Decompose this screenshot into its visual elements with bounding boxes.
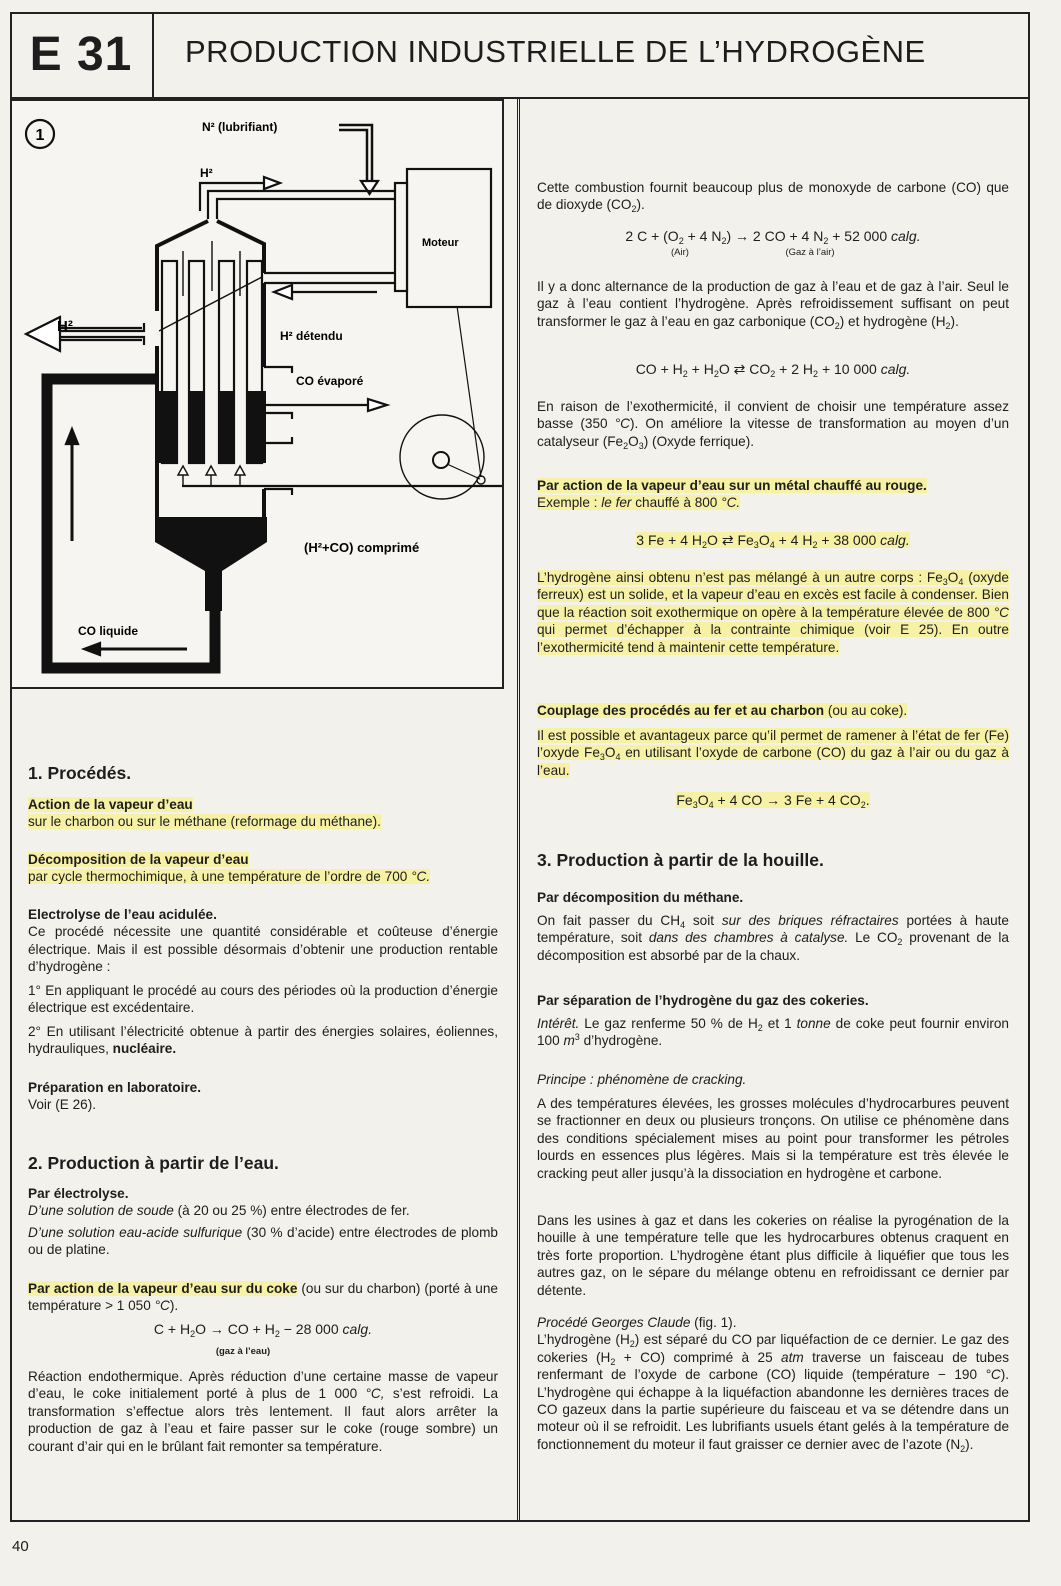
text-run: 2 [190, 1329, 196, 1339]
section-2-heading: 2. Production à partir de l’eau. [28, 1153, 279, 1173]
paragraph [537, 477, 1009, 512]
text-run: ). L’hydrogène qui échappe à la liquéfaction abandonne les dernières traces de CO gazeux dans la partie supérieure du faisceau et va se détendre dans un moteur où il se refroidit. Les lubrifiants usuels étant gelés à la température de fonctionnement du moteur il faut graisser ce dernier avec de l’azote (N [537, 1367, 1009, 1452]
paragraph [537, 702, 1009, 719]
text-run: O ⇄ CO [718, 361, 771, 377]
text-run: Action de la vapeur d’eau [28, 797, 193, 812]
figure-1 [10, 99, 504, 689]
text-run: en utilisant l’oxyde de carbone (CO) du gaz à l’air ou du gaz à l’eau. [537, 745, 1009, 778]
text-run: L’hydrogène (H [537, 1332, 630, 1348]
paragraph [28, 796, 498, 831]
equation-note [660, 244, 700, 261]
text-run: ) et hydrogène (H [839, 313, 946, 329]
text-run: 2 [678, 236, 684, 246]
text-run: 2 [813, 369, 819, 379]
text-run: 3 [692, 800, 698, 810]
text-run: d’hydrogène. [579, 1033, 663, 1049]
text-run: O [628, 433, 639, 449]
equation [537, 228, 1009, 245]
label-h2-detendu: H² détendu [280, 329, 343, 343]
paragraph [537, 278, 1009, 330]
text-run: 2 [834, 320, 840, 331]
text-run: Electrolyse de l’eau acidulée. [28, 907, 217, 922]
text-run: (à 20 ou 25 %) entre électrodes de fer. [173, 1203, 410, 1219]
text-run: Décomposition de la vapeur d’eau [28, 852, 249, 867]
text-run: 2 [960, 1443, 966, 1454]
text-run: Le gaz renferme 50 % de H [579, 1016, 758, 1031]
text-run: Par séparation de l’hydrogène du gaz des cokeries. [537, 993, 869, 1008]
text-run: traverse un faisceau de tubes renfermant de l’oxyde de carbone (CO) liquide (température − 190 [537, 1349, 1009, 1383]
text-run: O [697, 792, 709, 808]
text-run: L’hydrogène ainsi obtenu n’est pas mélangé à un autre corps : Fe [537, 570, 943, 585]
paragraph [537, 1314, 1009, 1453]
text-run: O ⇄ Fe [707, 532, 754, 548]
text-run: Le CO [848, 930, 898, 946]
text-run: 2 [702, 540, 708, 550]
text-run: O → CO + H [195, 1321, 275, 1337]
text-run: 2 [631, 204, 637, 215]
text-run: 3 [599, 752, 605, 763]
text-run: °C [985, 1367, 1001, 1383]
text-run: Préparation en laboratoire. [28, 1080, 201, 1095]
text-run: 2 [770, 369, 776, 379]
text-run: et 1 [762, 1016, 797, 1031]
text-run: 3 Fe + 4 H [636, 532, 703, 548]
section-1-heading: 1. Procédés. [28, 763, 132, 783]
text-run: D’une solution eau-acide sulfurique [28, 1225, 243, 1240]
text-run: Réaction endothermique. Après réduction d’une certaine masse de vapeur d’eau, le coke initialement porté à plus de 1 000 [28, 1369, 498, 1402]
text-run: (ou sur du charbon) (porté à une température > 1 050 [28, 1281, 498, 1314]
page-number: 40 [12, 1538, 29, 1555]
text-run: Voir (E 26). [28, 1097, 96, 1113]
paragraph [28, 906, 498, 976]
text-run: Procédé Georges Claude [537, 1315, 691, 1330]
paragraph [537, 912, 1009, 964]
label-co-liquide: CO liquide [78, 624, 138, 638]
text-run: Dans les usines à gaz et dans les cokeries on réalise la pyrogénation de la houille à une température telle que les hydrocarbures obtenus craquent en très forte proportion. L’hydrogène étant plus difficile à liquéfier que tous les autres gaz, on le sépare du mélange obtenu en refroidissant ce dernier par détente. [537, 1213, 1009, 1298]
text-run: 2 [812, 540, 818, 550]
text-run: sur le charbon ou sur le méthane (reformage du méthane). [28, 814, 381, 830]
text-run: dans des chambres à catalyse. [648, 930, 849, 946]
text-run: m [563, 1033, 575, 1049]
text-run: ) est séparé du CO par liquéfaction de ce dernier. Le gaz des cokeries (H [537, 1332, 1009, 1365]
text-run: ) → 2 CO + 4 N [726, 228, 824, 244]
text-run: calg. [891, 228, 921, 244]
equation [28, 1321, 498, 1338]
text-run: + 4 N [683, 228, 722, 244]
text-run: O [604, 745, 616, 761]
text-run: + 52 000 [828, 228, 892, 244]
text-run: Par action de la vapeur d’eau sur du coke [28, 1281, 298, 1296]
page-title: PRODUCTION INDUSTRIELLE DE L’HYDROGÈNE [185, 34, 926, 69]
text-run: + 4 H [774, 532, 813, 548]
text-run: CO + H [635, 361, 683, 377]
text-run: Par électrolyse. [28, 1186, 129, 1201]
label-h2-left: H² [57, 318, 73, 335]
text-run: 2 [623, 440, 629, 451]
text-run: Ce procédé nécessite une quantité considérable et coûteuse d’énergie électrique. Mais il est possible désormais d’obtenir une production rentable d’hydrogène : [28, 924, 498, 975]
section-3-heading: 3. Production à partir de la houille. [537, 850, 824, 870]
text-run: °C. [411, 869, 431, 885]
text-run: 4 [708, 800, 714, 810]
figure-number: 1 [35, 127, 45, 144]
text-run: 4 [958, 577, 964, 587]
text-run: s’est refroidi. La transformation s’effectue alors très lentement. Il faut alors arrêter la production de gaz à l’eau et faire passer sur le coke (rouge sombre) un courant d’air qui en le brûlant fait remonter sa température. [28, 1386, 498, 1454]
text-run: 3 [942, 577, 948, 587]
text-run: qui permet d’échapper à la contrainte chimique (voir E 25). En outre l’exothermicité tend à maintenir cette température. [537, 622, 1009, 655]
section-code: E 31 [10, 12, 154, 97]
text-run: 3 [574, 1032, 580, 1043]
text-run: ). [965, 1436, 974, 1452]
text-run: Fe [676, 792, 693, 808]
paragraph [28, 1185, 498, 1220]
text-run: ). [169, 1298, 179, 1314]
text-run: 2 [629, 1339, 635, 1350]
paragraph [28, 1079, 498, 1114]
text-run: + CO) comprimé à 25 [615, 1349, 782, 1365]
text-run: O [947, 570, 959, 585]
text-run: atm [781, 1349, 804, 1365]
paragraph [28, 1280, 498, 1315]
equation-note [28, 1343, 458, 1360]
text-run: 2 [823, 236, 829, 246]
text-run: ). [950, 313, 959, 329]
text-run: par cycle thermochimique, à une température de l’ordre de 700 [28, 869, 412, 885]
text-run: + H [687, 361, 714, 377]
text-run: Il est possible et avantageux parce qu’il permet de ramener à l’état de fer (Fe) l’oxyde Fe [537, 728, 1009, 761]
text-run: − 28 000 [279, 1321, 343, 1337]
text-run: D’une solution de soude [28, 1203, 174, 1219]
label-co-evapore: CO évaporé [296, 374, 364, 388]
paragraph [537, 1015, 1009, 1050]
text-run: °C [614, 416, 630, 432]
text-run: + 10 000 [818, 361, 881, 377]
text-run: A des températures élevées, les grosses molécules d’hydrocarbures peuvent se fractionner en deux ou plusieurs tronçons. On utilise ce phénomène dans des conditions spécialement mises au point pour transformer les pétroles lourds en essences plus légères. Mais si la température est très élevée le cracking peut aller jusqu’à la dissociation en hydrogène et carbone. [537, 1096, 1009, 1181]
paragraph [28, 1023, 498, 1058]
text-run: C + H [153, 1321, 191, 1337]
paragraph [537, 727, 1009, 779]
paragraph [537, 398, 1009, 450]
text-run: ) (Oxyde ferrique). [643, 433, 755, 449]
text-run: 2 [860, 800, 866, 810]
text-run: On fait passer du CH [537, 913, 681, 928]
text-run: calg. [880, 361, 911, 377]
text-run: sur des briques réfractaires [721, 913, 899, 928]
text-run: nucléaire. [112, 1041, 177, 1057]
text-run: Cette combustion fournit beaucoup plus de monoxyde de carbone (CO) que de dioxyde (CO [537, 180, 1009, 213]
equation-note [770, 244, 850, 261]
text-run: + 4 CO → 3 Fe + 4 CO [713, 792, 861, 808]
text-run: 3 [638, 440, 644, 451]
text-run: 2 [945, 320, 951, 331]
paragraph [537, 1095, 1009, 1182]
text-run: 4 [769, 540, 775, 550]
text-run: Intérêt. [537, 1016, 580, 1031]
paragraph [28, 1368, 498, 1455]
equation [537, 361, 1009, 378]
text-run: Principe : phénomène de cracking. [537, 1072, 747, 1087]
text-run: 2 [682, 369, 688, 379]
text-run: tonne [796, 1016, 831, 1031]
text-run: le fer [601, 495, 632, 511]
text-run: ). On améliore la vitesse de transformation au moyen d’un catalyseur (Fe [537, 416, 1009, 449]
equation [537, 792, 1009, 809]
text-run: 2 [274, 1329, 280, 1339]
text-run: °C [993, 604, 1009, 620]
text-run: chauffé à 800 [631, 495, 722, 511]
text-run: (Air) [671, 247, 689, 258]
text-run: °C [154, 1298, 170, 1314]
text-run: °C. [721, 495, 741, 511]
text-run: 2 [721, 236, 727, 246]
text-run: Il y a donc alternance de la production de gaz à l’eau et de gaz à l’air. Seul le gaz à l’eau contient l’hydrogène. Après refroidissement suffisant on peut transformer le gaz à l’eau en gaz carbonique (CO [537, 279, 1009, 329]
text-run: En raison de l’exothermicité, il convient de choisir une température assez basse (350 [537, 399, 1009, 432]
column-divider [517, 99, 520, 1522]
header [10, 12, 1030, 99]
text-run: Par décomposition du méthane. [537, 890, 744, 905]
text-run: (ou au coke). [824, 703, 908, 718]
paragraph [28, 1224, 498, 1259]
text-run: O [758, 532, 770, 548]
paragraph [28, 982, 498, 1017]
text-run: Exemple : [537, 495, 602, 511]
text-run: calg. [342, 1321, 373, 1337]
text-run: 2 C + (O [625, 228, 679, 244]
text-run: 2° En utilisant l’électricité obtenue à partir des énergies solaires, éoliennes, hydrauliques, [28, 1024, 498, 1057]
text-run: ). [636, 197, 645, 213]
text-run: (Gaz à l’air) [785, 247, 835, 258]
paragraph [537, 992, 1009, 1009]
equation [537, 532, 1009, 549]
text-run: portées à haute température, soit [537, 913, 1009, 946]
text-run: soit [685, 913, 722, 928]
paragraph [537, 889, 1009, 906]
text-run: + 38 000 [817, 532, 881, 548]
text-run: 2 [610, 1356, 616, 1367]
label-h2-top: H² [200, 166, 213, 180]
text-run: 3 [753, 540, 759, 550]
text-run: °C, [365, 1386, 385, 1402]
text-run: Par action de la vapeur d’eau sur un métal chauffé au rouge. [537, 478, 927, 493]
text-run: calg. [880, 532, 910, 548]
text-run: de coke peut fournir environ 100 [537, 1016, 1009, 1049]
label-moteur: Moteur [422, 237, 459, 249]
hydrogen-separation-diagram [12, 101, 502, 687]
text-run: 1° En appliquant le procédé au cours des périodes où la production d’énergie électrique est excédentaire. [28, 983, 498, 1016]
label-n2-lubrifiant: N² (lubrifiant) [202, 120, 278, 134]
text-run: provenant de la décomposition est absorbé par de la chaux. [537, 930, 1009, 963]
text-run: 2 [713, 369, 719, 379]
text-run: (30 % d’acide) entre électrodes de plomb ou de platine. [28, 1225, 498, 1258]
text-run: + 2 H [775, 361, 814, 377]
paragraph [28, 851, 498, 886]
label-h2-co-comprime: (H²+CO) comprimé [304, 540, 420, 555]
text-run: 4 [680, 920, 686, 930]
text-run: (fig. 1). [690, 1315, 737, 1330]
paragraph [537, 1212, 1009, 1299]
text-run: 2 [757, 1023, 763, 1033]
paragraph [537, 179, 1009, 214]
text-run: (gaz à l’eau) [215, 1346, 271, 1357]
paragraph [537, 569, 1009, 656]
paragraph [537, 1071, 1009, 1088]
text-run: Couplage des procédés au fer et au charbon [537, 703, 825, 718]
text-run: 4 [615, 752, 621, 763]
text-run: . [865, 792, 870, 808]
text-run: 2 [897, 937, 903, 948]
text-run: (oxyde ferreux) est un solide, et la vapeur d’eau en excès est facile à condenser. Bien que la réaction soit exothermique on opère à la température élevée de 800 [537, 570, 1009, 620]
